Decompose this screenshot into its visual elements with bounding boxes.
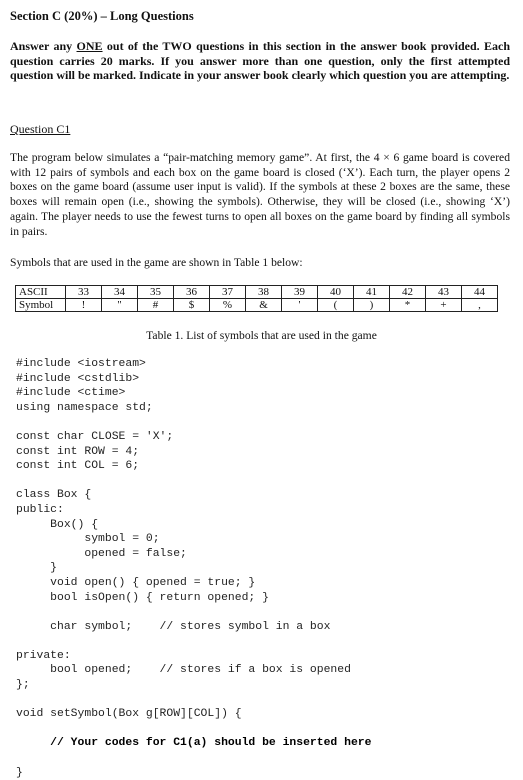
code-line: bool isOpen() { return opened; } [16,591,269,604]
symbol-cell: ) [354,299,390,312]
ascii-cell: 41 [354,286,390,299]
code-line: const int COL = 6; [16,460,140,473]
code-line: symbol = 0; [16,533,160,546]
code-line-placeholder-comment: // Your codes for C1(a) should be inserted here [16,737,372,750]
code-line: Box() { [16,518,99,531]
symbol-cell: # [138,299,174,312]
ascii-cell: 44 [462,286,498,299]
ascii-cell: 38 [246,286,282,299]
symbol-row [16,299,498,312]
code-line: bool opened; // stores if a box is opened [16,664,351,677]
code-line: #include <iostream> [16,358,146,370]
code-line [16,474,371,489]
symbols-intro: Symbols that are used in the game are shown in Table 1 below: [10,256,303,269]
ascii-cell: 33 [66,286,102,299]
code-line: const int ROW = 4; [16,445,140,458]
code-line: class Box { [16,489,92,502]
code-line [16,693,371,708]
symbol-cell: % [210,299,246,312]
code-line: void open() { opened = true; } [16,576,256,589]
code-line [16,722,371,737]
symbol-cell: , [462,299,498,312]
symbol-table [15,285,498,312]
ascii-cell: 40 [318,286,354,299]
code-line: void setSymbol(Box g[ROW][COL]) { [16,708,242,721]
code-line [16,415,371,430]
symbol-row-label: Symbol [16,299,66,312]
code-listing [16,357,371,780]
code-line: } [16,562,58,575]
section-title: Section C (20%) – Long Questions [10,9,194,23]
code-line [16,634,371,649]
symbol-cell: ! [66,299,102,312]
instructions-paragraph [10,39,510,83]
code-line: using namespace std; [16,401,153,414]
instructions-prefix: Answer any [10,39,77,53]
symbol-cell: " [102,299,138,312]
ascii-cell: 36 [174,286,210,299]
code-line: }; [16,679,30,692]
symbol-cell: & [246,299,282,312]
code-line: public: [16,503,64,516]
code-line: opened = false; [16,547,187,560]
table-caption: Table 1. List of symbols that are used in the game [146,329,377,342]
symbol-cell: * [390,299,426,312]
symbol-cell: $ [174,299,210,312]
ascii-cell: 39 [282,286,318,299]
ascii-cell: 35 [138,286,174,299]
code-line: #include <ctime> [16,387,126,400]
ascii-row [16,286,498,299]
question-title: Question C1 [10,122,71,136]
symbol-cell: ' [282,299,318,312]
ascii-cell: 34 [102,286,138,299]
ascii-row-label: ASCII [16,286,66,299]
symbol-cell: + [426,299,462,312]
intro-paragraph: The program below simulates a “pair-matching memory game”. At first, the 4 × 6 game board is covered with 12 pairs of symbols and each box on the game board is closed (‘X’). Each turn, the player opens 2 boxes on the game board (assume user input is valid). If the symbols at these 2 boxes are the same, these boxes will remain open (i.e., showing the symbols). Otherwise, they will be closed (i.e., showing ‘X’) again. The player needs to use the fewest turns to open all boxes on the game board by finding all symbols in pairs. [10,151,510,238]
code-line: private: [16,649,71,662]
code-line: } [16,766,23,779]
instructions-suffix: out of the TWO questions in this section in the answer book provided. Each question carries 20 marks. If you answer more than one question, only the first attempted question will be marked. Indicate in your answer book clearly which question you are attempting. [10,39,510,83]
code-line: char symbol; // stores symbol in a box [16,620,331,633]
code-line: const char CLOSE = 'X'; [16,430,174,443]
symbol-cell: ( [318,299,354,312]
code-line: #include <cstdlib> [16,372,140,385]
ascii-cell: 43 [426,286,462,299]
instructions-emphasis: ONE [76,39,103,53]
ascii-cell: 42 [390,286,426,299]
ascii-cell: 37 [210,286,246,299]
code-line [16,751,371,766]
code-line [16,605,371,620]
